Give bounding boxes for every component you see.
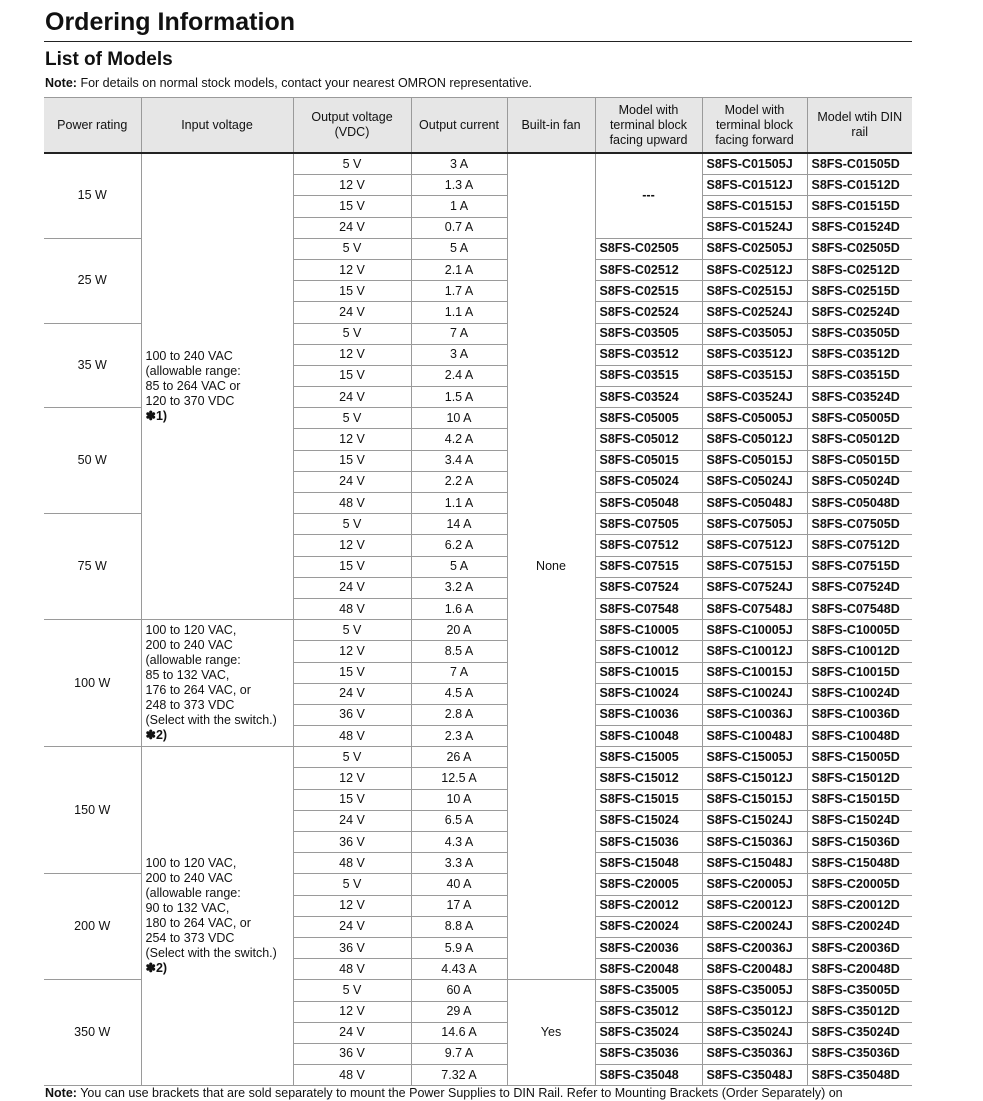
model-forward-cell: S8FS-C15012J xyxy=(702,768,807,789)
output-voltage-cell: 24 V xyxy=(293,1022,411,1043)
power-rating-cell: 50 W xyxy=(44,408,141,514)
output-voltage-cell: 12 V xyxy=(293,641,411,662)
output-voltage-cell: 24 V xyxy=(293,302,411,323)
model-din-rail-cell: S8FS-C20005D xyxy=(807,874,912,895)
model-din-rail-cell: S8FS-C20048D xyxy=(807,959,912,980)
model-upward-cell: S8FS-C02512 xyxy=(595,259,702,280)
output-current-cell: 5 A xyxy=(411,238,507,259)
model-din-rail-cell: S8FS-C07515D xyxy=(807,556,912,577)
input-voltage-line: ✽2) xyxy=(145,728,168,743)
model-upward-cell: S8FS-C35036 xyxy=(595,1043,702,1064)
model-upward-cell: S8FS-C07515 xyxy=(595,556,702,577)
model-upward-cell: S8FS-C15005 xyxy=(595,747,702,768)
input-voltage-line: 176 to 264 VAC, or xyxy=(145,683,251,698)
model-forward-cell: S8FS-C15005J xyxy=(702,747,807,768)
model-din-rail-cell: S8FS-C02505D xyxy=(807,238,912,259)
model-din-rail-cell: S8FS-C05015D xyxy=(807,450,912,471)
model-forward-cell: S8FS-C02512J xyxy=(702,259,807,280)
input-voltage-cell xyxy=(141,153,293,620)
model-forward-cell: S8FS-C05015J xyxy=(702,450,807,471)
model-upward-cell: S8FS-C03512 xyxy=(595,344,702,365)
model-forward-cell: S8FS-C05048J xyxy=(702,493,807,514)
model-din-rail-cell: S8FS-C10005D xyxy=(807,620,912,641)
model-din-rail-cell: S8FS-C03505D xyxy=(807,323,912,344)
input-voltage-cell xyxy=(141,620,293,747)
output-current-cell: 4.43 A xyxy=(411,959,507,980)
model-forward-cell: S8FS-C03524J xyxy=(702,387,807,408)
model-din-rail-cell: S8FS-C01524D xyxy=(807,217,912,238)
model-upward-cell: S8FS-C07524 xyxy=(595,577,702,598)
model-forward-cell: S8FS-C10015J xyxy=(702,662,807,683)
output-voltage-cell: 5 V xyxy=(293,980,411,1001)
output-current-cell: 6.5 A xyxy=(411,810,507,831)
output-voltage-cell: 24 V xyxy=(293,387,411,408)
output-voltage-cell: 12 V xyxy=(293,768,411,789)
input-voltage-line: (Select with the switch.) xyxy=(145,713,277,728)
model-forward-cell: S8FS-C10048J xyxy=(702,726,807,747)
output-voltage-cell: 5 V xyxy=(293,153,411,175)
model-forward-cell: S8FS-C35024J xyxy=(702,1022,807,1043)
output-current-cell: 1 A xyxy=(411,196,507,217)
input-voltage-line: 85 to 132 VAC, xyxy=(145,668,230,683)
output-voltage-cell: 36 V xyxy=(293,832,411,853)
output-voltage-cell: 15 V xyxy=(293,196,411,217)
model-din-rail-cell: S8FS-C15024D xyxy=(807,810,912,831)
output-current-cell: 14.6 A xyxy=(411,1022,507,1043)
output-voltage-cell: 15 V xyxy=(293,662,411,683)
note-label: Note: xyxy=(45,76,77,90)
output-current-cell: 3.2 A xyxy=(411,577,507,598)
model-din-rail-cell: S8FS-C03524D xyxy=(807,387,912,408)
input-voltage-line: 90 to 132 VAC, xyxy=(145,901,230,916)
built-in-fan-cell: Yes xyxy=(507,980,595,1086)
table-row xyxy=(44,153,912,175)
model-din-rail-cell: S8FS-C01515D xyxy=(807,196,912,217)
model-din-rail-cell: S8FS-C02524D xyxy=(807,302,912,323)
model-forward-cell: S8FS-C05005J xyxy=(702,408,807,429)
model-upward-cell: S8FS-C03515 xyxy=(595,365,702,386)
model-forward-cell: S8FS-C07548J xyxy=(702,598,807,619)
model-forward-cell: S8FS-C07505J xyxy=(702,514,807,535)
output-current-cell: 10 A xyxy=(411,408,507,429)
output-current-cell: 7.32 A xyxy=(411,1065,507,1086)
model-upward-cell: S8FS-C35005 xyxy=(595,980,702,1001)
model-forward-cell: S8FS-C02505J xyxy=(702,238,807,259)
model-forward-cell: S8FS-C35005J xyxy=(702,980,807,1001)
model-forward-cell: S8FS-C07524J xyxy=(702,577,807,598)
output-current-cell: 10 A xyxy=(411,789,507,810)
model-forward-cell: S8FS-C10012J xyxy=(702,641,807,662)
power-rating-cell: 350 W xyxy=(44,980,141,1086)
output-current-cell: 4.2 A xyxy=(411,429,507,450)
output-voltage-cell: 15 V xyxy=(293,789,411,810)
output-voltage-cell: 12 V xyxy=(293,429,411,450)
model-din-rail-cell: S8FS-C35048D xyxy=(807,1065,912,1086)
output-current-cell: 6.2 A xyxy=(411,535,507,556)
output-current-cell: 2.2 A xyxy=(411,471,507,492)
output-voltage-cell: 15 V xyxy=(293,450,411,471)
output-current-cell: 3.4 A xyxy=(411,450,507,471)
output-voltage-cell: 24 V xyxy=(293,810,411,831)
model-forward-cell: S8FS-C35048J xyxy=(702,1065,807,1086)
input-voltage-line: (allowable range: xyxy=(145,886,241,901)
model-upward-cell: S8FS-C02524 xyxy=(595,302,702,323)
table-row xyxy=(44,620,912,641)
output-voltage-cell: 24 V xyxy=(293,683,411,704)
model-din-rail-cell: S8FS-C01505D xyxy=(807,153,912,175)
model-din-rail-cell: S8FS-C35036D xyxy=(807,1043,912,1064)
model-din-rail-cell: S8FS-C05005D xyxy=(807,408,912,429)
stock-note xyxy=(45,75,532,91)
model-forward-cell: S8FS-C02515J xyxy=(702,281,807,302)
header-built-in-fan: Built-in fan xyxy=(507,98,595,154)
model-din-rail-cell: S8FS-C03515D xyxy=(807,365,912,386)
output-current-cell: 20 A xyxy=(411,620,507,641)
model-din-rail-cell: S8FS-C05048D xyxy=(807,493,912,514)
model-din-rail-cell: S8FS-C15036D xyxy=(807,832,912,853)
model-upward-cell: S8FS-C10015 xyxy=(595,662,702,683)
model-forward-cell: S8FS-C15024J xyxy=(702,810,807,831)
model-upward-cell: S8FS-C03524 xyxy=(595,387,702,408)
model-upward-cell: S8FS-C15048 xyxy=(595,853,702,874)
model-upward-cell: S8FS-C07505 xyxy=(595,514,702,535)
model-upward-cell: S8FS-C35048 xyxy=(595,1065,702,1086)
model-upward-cell: S8FS-C05015 xyxy=(595,450,702,471)
output-current-cell: 17 A xyxy=(411,895,507,916)
output-current-cell: 12.5 A xyxy=(411,768,507,789)
model-forward-cell: S8FS-C01505J xyxy=(702,153,807,175)
output-current-cell: 4.5 A xyxy=(411,683,507,704)
model-upward-cell: S8FS-C07512 xyxy=(595,535,702,556)
model-upward-cell: S8FS-C35024 xyxy=(595,1022,702,1043)
model-din-rail-cell: S8FS-C20024D xyxy=(807,916,912,937)
input-voltage-cell xyxy=(141,747,293,1086)
model-forward-cell: S8FS-C10036J xyxy=(702,704,807,725)
header-model-upward: Model with terminal block facing upward xyxy=(595,98,702,154)
input-voltage-line: 120 to 370 VDC xyxy=(145,394,235,409)
output-voltage-cell: 15 V xyxy=(293,281,411,302)
model-forward-cell: S8FS-C20036J xyxy=(702,937,807,958)
model-upward-cell: S8FS-C20012 xyxy=(595,895,702,916)
output-voltage-cell: 36 V xyxy=(293,1043,411,1064)
output-voltage-cell: 12 V xyxy=(293,175,411,196)
output-voltage-cell: 15 V xyxy=(293,365,411,386)
output-voltage-cell: 15 V xyxy=(293,556,411,577)
header-input-voltage: Input voltage xyxy=(141,98,293,154)
output-current-cell: 0.7 A xyxy=(411,217,507,238)
output-current-cell: 7 A xyxy=(411,323,507,344)
output-current-cell: 9.7 A xyxy=(411,1043,507,1064)
model-din-rail-cell: S8FS-C15048D xyxy=(807,853,912,874)
output-current-cell: 3 A xyxy=(411,153,507,175)
model-upward-cell: S8FS-C20005 xyxy=(595,874,702,895)
section-title: List of Models xyxy=(45,49,173,70)
model-forward-cell: S8FS-C05024J xyxy=(702,471,807,492)
output-voltage-cell: 36 V xyxy=(293,704,411,725)
models-table xyxy=(44,97,912,1086)
power-rating-cell: 15 W xyxy=(44,153,141,238)
input-voltage-line: (allowable range: xyxy=(145,364,241,379)
model-upward-cell: S8FS-C07548 xyxy=(595,598,702,619)
output-voltage-cell: 12 V xyxy=(293,895,411,916)
model-forward-cell: S8FS-C01515J xyxy=(702,196,807,217)
output-current-cell: 1.6 A xyxy=(411,598,507,619)
output-current-cell: 2.1 A xyxy=(411,259,507,280)
output-current-cell: 5.9 A xyxy=(411,937,507,958)
model-upward-cell: S8FS-C03505 xyxy=(595,323,702,344)
model-forward-cell: S8FS-C03515J xyxy=(702,365,807,386)
input-voltage-line: 100 to 120 VAC, xyxy=(145,856,237,871)
model-upward-unavailable: --- xyxy=(595,153,702,238)
model-din-rail-cell: S8FS-C02515D xyxy=(807,281,912,302)
model-forward-cell: S8FS-C07512J xyxy=(702,535,807,556)
model-upward-cell: S8FS-C35012 xyxy=(595,1001,702,1022)
footnote-label: Note: xyxy=(45,1086,77,1100)
power-rating-cell: 100 W xyxy=(44,620,141,747)
model-upward-cell: S8FS-C10024 xyxy=(595,683,702,704)
output-current-cell: 14 A xyxy=(411,514,507,535)
model-forward-cell: S8FS-C10024J xyxy=(702,683,807,704)
header-model-din-rail: Model wtih DIN rail xyxy=(807,98,912,154)
model-upward-cell: S8FS-C02505 xyxy=(595,238,702,259)
model-upward-cell: S8FS-C20048 xyxy=(595,959,702,980)
power-rating-cell: 75 W xyxy=(44,514,141,620)
model-forward-cell: S8FS-C01512J xyxy=(702,175,807,196)
input-voltage-line: 100 to 120 VAC, xyxy=(145,623,237,638)
output-current-cell: 7 A xyxy=(411,662,507,683)
model-upward-cell: S8FS-C15015 xyxy=(595,789,702,810)
output-current-cell: 2.8 A xyxy=(411,704,507,725)
model-din-rail-cell: S8FS-C02512D xyxy=(807,259,912,280)
model-forward-cell: S8FS-C20048J xyxy=(702,959,807,980)
model-forward-cell: S8FS-C15036J xyxy=(702,832,807,853)
models-table-body xyxy=(44,153,912,1086)
model-din-rail-cell: S8FS-C07512D xyxy=(807,535,912,556)
output-current-cell: 8.8 A xyxy=(411,916,507,937)
bracket-note xyxy=(45,1085,843,1101)
output-voltage-cell: 24 V xyxy=(293,577,411,598)
model-forward-cell: S8FS-C03505J xyxy=(702,323,807,344)
model-din-rail-cell: S8FS-C35012D xyxy=(807,1001,912,1022)
output-voltage-cell: 5 V xyxy=(293,514,411,535)
model-upward-cell: S8FS-C10048 xyxy=(595,726,702,747)
output-voltage-cell: 36 V xyxy=(293,937,411,958)
model-forward-cell: S8FS-C20024J xyxy=(702,916,807,937)
output-current-cell: 8.5 A xyxy=(411,641,507,662)
model-din-rail-cell: S8FS-C05012D xyxy=(807,429,912,450)
output-current-cell: 1.5 A xyxy=(411,387,507,408)
table-row xyxy=(44,747,912,768)
power-rating-cell: 150 W xyxy=(44,747,141,874)
model-din-rail-cell: S8FS-C03512D xyxy=(807,344,912,365)
header-output-voltage: Output voltage (VDC) xyxy=(293,98,411,154)
output-voltage-cell: 5 V xyxy=(293,323,411,344)
input-voltage-line: ✽2) xyxy=(145,961,168,976)
output-current-cell: 2.3 A xyxy=(411,726,507,747)
output-voltage-cell: 48 V xyxy=(293,598,411,619)
output-voltage-cell: 24 V xyxy=(293,217,411,238)
input-voltage-line: 254 to 373 VDC xyxy=(145,931,235,946)
model-upward-cell: S8FS-C10005 xyxy=(595,620,702,641)
table-header-row xyxy=(44,98,912,154)
header-output-current: Output current xyxy=(411,98,507,154)
model-upward-cell: S8FS-C15024 xyxy=(595,810,702,831)
model-din-rail-cell: S8FS-C15005D xyxy=(807,747,912,768)
input-voltage-line: ✽1) xyxy=(145,409,168,424)
power-rating-cell: 200 W xyxy=(44,874,141,980)
output-current-cell: 5 A xyxy=(411,556,507,577)
model-upward-cell: S8FS-C05024 xyxy=(595,471,702,492)
output-voltage-cell: 48 V xyxy=(293,493,411,514)
model-forward-cell: S8FS-C20005J xyxy=(702,874,807,895)
model-din-rail-cell: S8FS-C20036D xyxy=(807,937,912,958)
output-current-cell: 1.7 A xyxy=(411,281,507,302)
model-upward-cell: S8FS-C05012 xyxy=(595,429,702,450)
output-voltage-cell: 5 V xyxy=(293,747,411,768)
model-forward-cell: S8FS-C10005J xyxy=(702,620,807,641)
model-upward-cell: S8FS-C15012 xyxy=(595,768,702,789)
output-voltage-cell: 12 V xyxy=(293,344,411,365)
model-din-rail-cell: S8FS-C35024D xyxy=(807,1022,912,1043)
model-upward-cell: S8FS-C10036 xyxy=(595,704,702,725)
output-current-cell: 60 A xyxy=(411,980,507,1001)
model-upward-cell: S8FS-C05048 xyxy=(595,493,702,514)
model-upward-cell: S8FS-C05005 xyxy=(595,408,702,429)
model-din-rail-cell: S8FS-C35005D xyxy=(807,980,912,1001)
header-model-forward: Model with terminal block facing forward xyxy=(702,98,807,154)
power-rating-cell: 35 W xyxy=(44,323,141,408)
built-in-fan-cell: None xyxy=(507,153,595,980)
footnote-text: You can use brackets that are sold separately to mount the Power Supplies to DIN Rail. Refer to Mounting Brackets (Order Separately) on xyxy=(80,1086,843,1100)
output-voltage-cell: 5 V xyxy=(293,408,411,429)
output-voltage-cell: 24 V xyxy=(293,471,411,492)
output-current-cell: 26 A xyxy=(411,747,507,768)
model-din-rail-cell: S8FS-C07548D xyxy=(807,598,912,619)
output-voltage-cell: 5 V xyxy=(293,620,411,641)
output-current-cell: 1.1 A xyxy=(411,493,507,514)
output-voltage-cell: 48 V xyxy=(293,959,411,980)
model-upward-cell: S8FS-C20036 xyxy=(595,937,702,958)
input-voltage-line: 180 to 264 VAC, or xyxy=(145,916,251,931)
model-din-rail-cell: S8FS-C20012D xyxy=(807,895,912,916)
output-voltage-cell: 12 V xyxy=(293,535,411,556)
input-voltage-line: 200 to 240 VAC xyxy=(145,638,233,653)
model-forward-cell: S8FS-C07515J xyxy=(702,556,807,577)
model-din-rail-cell: S8FS-C15015D xyxy=(807,789,912,810)
model-forward-cell: S8FS-C03512J xyxy=(702,344,807,365)
output-current-cell: 2.4 A xyxy=(411,365,507,386)
output-current-cell: 3 A xyxy=(411,344,507,365)
note-text: For details on normal stock models, contact your nearest OMRON representative. xyxy=(80,76,533,90)
output-current-cell: 1.1 A xyxy=(411,302,507,323)
input-voltage-line: (Select with the switch.) xyxy=(145,946,277,961)
input-voltage-line: 100 to 240 VAC xyxy=(145,349,233,364)
model-din-rail-cell: S8FS-C10015D xyxy=(807,662,912,683)
output-voltage-cell: 5 V xyxy=(293,238,411,259)
model-din-rail-cell: S8FS-C15012D xyxy=(807,768,912,789)
model-upward-cell: S8FS-C15036 xyxy=(595,832,702,853)
output-voltage-cell: 5 V xyxy=(293,874,411,895)
output-current-cell: 4.3 A xyxy=(411,832,507,853)
input-voltage-line: 85 to 264 VAC or xyxy=(145,379,241,394)
model-upward-cell: S8FS-C20024 xyxy=(595,916,702,937)
output-voltage-cell: 48 V xyxy=(293,1065,411,1086)
model-forward-cell: S8FS-C35036J xyxy=(702,1043,807,1064)
output-current-cell: 3.3 A xyxy=(411,853,507,874)
model-din-rail-cell: S8FS-C10012D xyxy=(807,641,912,662)
model-forward-cell: S8FS-C15048J xyxy=(702,853,807,874)
page-title: Ordering Information xyxy=(45,8,295,36)
model-din-rail-cell: S8FS-C07524D xyxy=(807,577,912,598)
output-current-cell: 40 A xyxy=(411,874,507,895)
input-voltage-line: 200 to 240 VAC xyxy=(145,871,233,886)
header-power-rating: Power rating xyxy=(44,98,141,154)
model-upward-cell: S8FS-C02515 xyxy=(595,281,702,302)
output-voltage-cell: 48 V xyxy=(293,853,411,874)
model-forward-cell: S8FS-C20012J xyxy=(702,895,807,916)
model-din-rail-cell: S8FS-C10048D xyxy=(807,726,912,747)
model-din-rail-cell: S8FS-C10036D xyxy=(807,704,912,725)
output-voltage-cell: 48 V xyxy=(293,726,411,747)
input-voltage-line: (allowable range: xyxy=(145,653,241,668)
output-current-cell: 29 A xyxy=(411,1001,507,1022)
model-din-rail-cell: S8FS-C07505D xyxy=(807,514,912,535)
power-rating-cell: 25 W xyxy=(44,238,141,323)
model-forward-cell: S8FS-C01524J xyxy=(702,217,807,238)
input-voltage-line: 248 to 373 VDC xyxy=(145,698,235,713)
model-upward-cell: S8FS-C10012 xyxy=(595,641,702,662)
output-current-cell: 1.3 A xyxy=(411,175,507,196)
output-voltage-cell: 12 V xyxy=(293,1001,411,1022)
model-forward-cell: S8FS-C02524J xyxy=(702,302,807,323)
model-din-rail-cell: S8FS-C10024D xyxy=(807,683,912,704)
model-forward-cell: S8FS-C15015J xyxy=(702,789,807,810)
model-din-rail-cell: S8FS-C01512D xyxy=(807,175,912,196)
title-divider xyxy=(44,41,912,42)
output-voltage-cell: 12 V xyxy=(293,259,411,280)
model-forward-cell: S8FS-C05012J xyxy=(702,429,807,450)
output-voltage-cell: 24 V xyxy=(293,916,411,937)
model-din-rail-cell: S8FS-C05024D xyxy=(807,471,912,492)
model-forward-cell: S8FS-C35012J xyxy=(702,1001,807,1022)
